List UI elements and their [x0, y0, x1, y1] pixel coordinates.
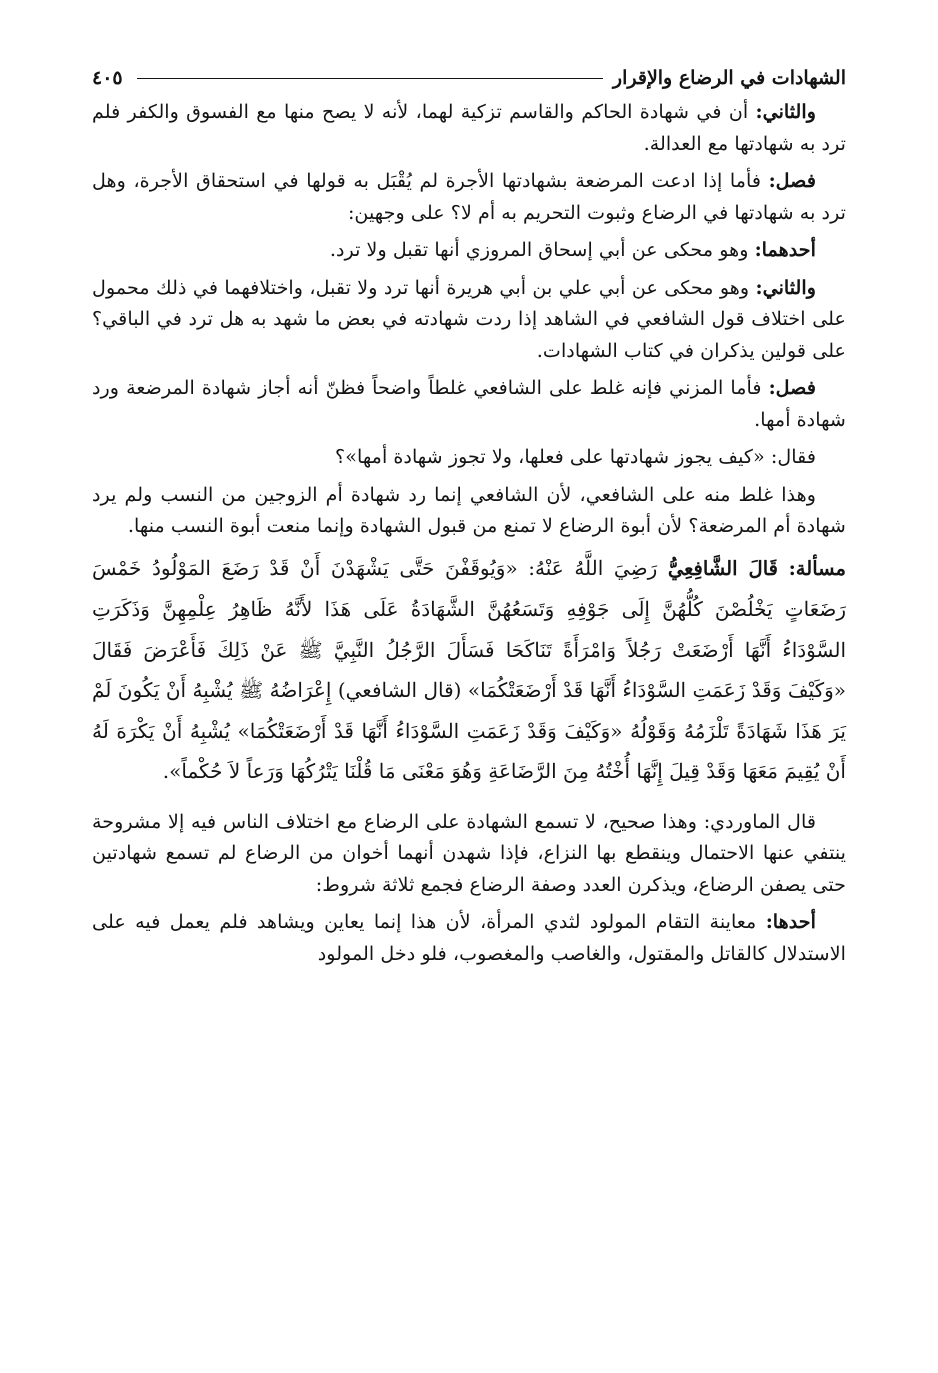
body-text — [92, 96, 846, 969]
masala-text: رَضِيَ اللَّهُ عَنْهُ: «وَيُوقَفْنَ حَتَّى يَشْهَدْنَ أَنْ قَدْ رَضَعَ المَوْلُودُ خَمْسَ رَضَعَاتٍ يَخْلُصْنَ كُلُّهُنَّ إِلَى جَوْفِهِ وَتَسَعُهُنَّ الشَّهَادَةُ عَلَى هَذَا لأَنَّهُ ظَاهِرُ عِلْمِهِنَّ وَذَكَرَتِ السَّوْدَاءُ أَنَّهَا أَرْضَعَتْ رَجُلاً وَامْرَأَةً تَنَاكَحَا فَسَأَلَ الرَّجُلُ النَّبِيَّ ﷺ عَنْ ذَلِكَ فَأَعْرَضَ فَقَالَ «وَكَيْفَ وَقَدْ زَعَمَتِ السَّوْدَاءُ أَنَّهَا قَدْ أَرْضَعَتْكُمَا» (قال الشافعي) إِعْرَاضُهُ ﷺ يُشْبِهُ أَنْ يَكُونَ لَمْ يَرَ هَذَا شَهَادَةً تَلْزَمُهُ وَقَوْلُهُ «وَكَيْفَ وَقَدْ زَعَمَتِ السَّوْدَاءُ أَنَّهَا قَدْ أَرْضَعَتْكُمَا» يُشْبِهُ أَنْ يَكْرَهَ لَهُ أَنْ يُقِيمَ مَعَهَا وَقَدْ قِيلَ إِنَّهَا أُخْتُهُ مِنَ الرَّضَاعَةِ وَهُوَ مَعْنَى مَا قُلْنَا يَتْرُكُهَا وَرَعاً لاَ حُكْماً». — [92, 555, 846, 783]
paragraph-lead: فصل: — [768, 169, 816, 192]
book-page — [92, 60, 846, 1313]
chapter-title: الشهادات في الرضاع والإقرار — [612, 67, 846, 89]
paragraph-text: فأما إذا ادعت المرضعة بشهادتها الأجرة لم يُقْبَل به قولها في استحقاق الأجرة، وهل ترد به شهادتها في الرضاع وثبوت التحريم به أم لا؟ على وجهين: — [92, 169, 846, 224]
paragraph-text: معاينة التقام المولود لثدي المرأة، لأن هذا إنما يعاين ويشاهد فلم يعمل فيه على الاستدلال كالقاتل والمقتول، والغاصب والمغصوب، فلو دخل المولود — [92, 910, 846, 965]
paragraph-lead: فصل: — [768, 376, 816, 399]
paragraph-text: قال الماوردي: وهذا صحيح، لا تسمع الشهادة على الرضاع مع اختلاف الناس فيه إلا مشروحة ينتفي عنها الاحتمال وينقطع بها النزاع، فإذا شهدن أنهما أخوان من الرضاع لم تسمع شهادتين حتى يصفن الرضاع، ويذكرن العدد وصفة الرضاع فجمع ثلاثة شروط: — [92, 809, 846, 896]
paragraph-text: وهذا غلط منه على الشافعي، لأن الشافعي إنما رد شهادة أم الزوجين من النسب ولم يرد شهادة أم المرضعة؟ لأن أبوة الرضاع لا تمنع من قبول الشهادة وإنما منعت أبوة النسب منها. — [92, 482, 846, 537]
paragraph — [92, 96, 846, 159]
paragraph — [92, 441, 846, 473]
paragraph-lead: أحدها: — [765, 910, 816, 933]
paragraph-lead: والثاني: — [755, 100, 816, 123]
page-number: ٤٠٥ — [92, 67, 123, 89]
running-header — [92, 60, 846, 96]
paragraph-text: وهو محكى عن أبي إسحاق المروزي أنها تقبل ولا ترد. — [329, 238, 755, 261]
paragraph-text: فقال: «كيف يجوز شهادتها على فعلها، ولا تجوز شهادة أمها»؟ — [335, 445, 816, 468]
paragraph-text: وهو محكى عن أبي علي بن أبي هريرة أنها ترد ولا تقبل، واختلافهما في ذلك محمول على اختلاف قول الشافعي في الشاهد إذا ردت شهادته في بعض ما شهد به هل ترد في الباقي؟ على قولين يذكران في كتاب الشهادات. — [92, 275, 846, 362]
paragraph — [92, 806, 846, 901]
paragraph — [92, 906, 846, 969]
paragraph — [92, 372, 846, 435]
masala-quotation — [92, 548, 846, 792]
paragraph-text: فأما المزني فإنه غلط على الشافعي غلطاً واضحاً فظنّ أنه أجاز شهادة المرضعة ورد شهادة أمها. — [92, 376, 846, 431]
paragraph-lead: والثاني: — [755, 275, 816, 299]
paragraph — [92, 234, 846, 266]
paragraph — [92, 479, 846, 542]
paragraph — [92, 272, 846, 367]
paragraph — [92, 165, 846, 228]
masala-speaker: قَالَ الشَّافِعِيُّ — [667, 556, 778, 580]
header-rule — [137, 78, 603, 79]
paragraph-lead: أحدهما: — [754, 238, 816, 261]
paragraph-text: أن في شهادة الحاكم والقاسم تزكية لهما، لأنه لا يصح منها مع الفسوق والكفر فلم ترد به شهادتها مع العدالة. — [92, 100, 846, 155]
masala-label: مسألة: — [788, 556, 846, 580]
